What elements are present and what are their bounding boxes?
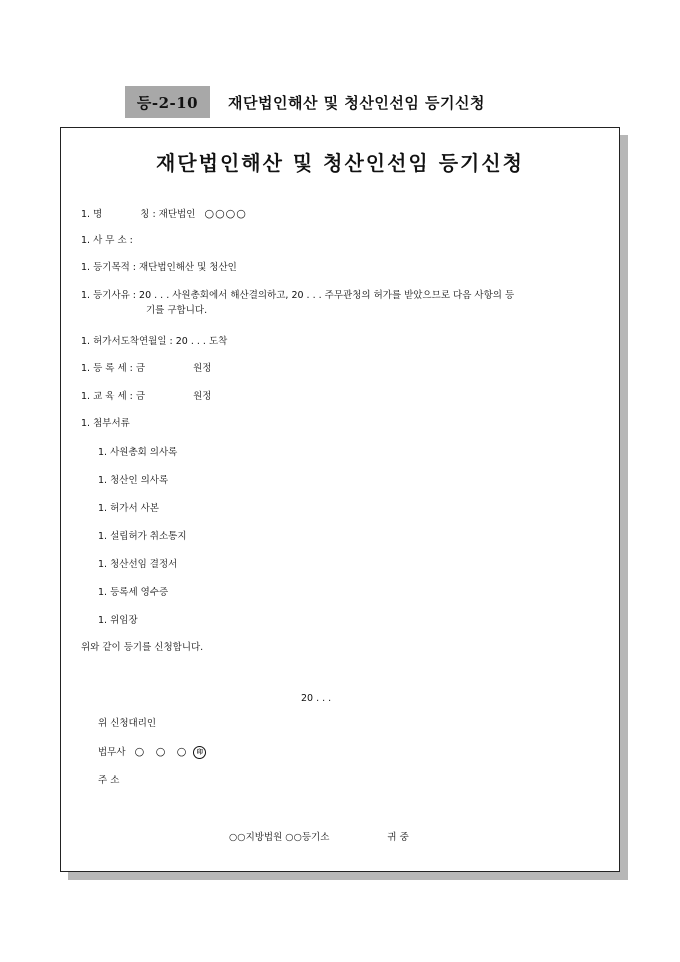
lawyer-label: 법무사 [98, 747, 126, 758]
lawyer-line [98, 745, 206, 759]
application-form [60, 127, 620, 872]
form-code-badge: 등-2-10 [125, 86, 210, 118]
reason-line-1: 1. 등기사유 : 20 . . . 사원총회에서 해산결의하고, 20 . . . 주무관청의 허가를 받았으므로 다음 사항의 등 [81, 290, 515, 301]
attachment-item: 1. 설립허가 취소통지 [98, 531, 187, 542]
applicant-label: 위 신청대리인 [98, 718, 157, 729]
seal-icon: 印 [193, 746, 206, 759]
attachment-item: 1. 사원총회 의사록 [98, 447, 178, 458]
name-line [81, 207, 247, 221]
edu-tax-unit: 원정 [193, 391, 212, 402]
office-line: 1. 사 무 소 : [81, 235, 133, 246]
edu-tax-line [81, 390, 211, 403]
closing-statement: 위와 같이 등기를 신청합니다. [81, 642, 204, 653]
edu-tax-label: 1. 교 육 세 : 금 [81, 391, 146, 402]
heading-row [125, 86, 485, 118]
court-name: ○○지방법원 ○○등기소 [229, 832, 330, 843]
application-date: 20 . . . [301, 693, 332, 704]
reg-tax-label: 1. 등 록 세 : 금 [81, 363, 146, 374]
attachment-item: 1. 청산선임 결정서 [98, 559, 178, 570]
name-prefix: 1. 명 [81, 209, 103, 220]
name-value: ○○○○ [204, 207, 247, 220]
address-label: 주 소 [98, 775, 120, 786]
attachment-item: 1. 허가서 사본 [98, 503, 159, 514]
attachment-item: 1. 위임장 [98, 615, 138, 626]
name-label: 칭 : 재단법인 [140, 209, 196, 220]
permit-date-line: 1. 허가서도착연월일 : 20 . . . 도착 [81, 336, 228, 347]
court-line [229, 831, 409, 844]
reason-line-2: 기를 구합니다. [146, 305, 208, 316]
attachments-label: 1. 첨부서류 [81, 418, 130, 429]
honorific: 귀 중 [387, 832, 409, 843]
purpose-line: 1. 등기목적 : 재단법인해산 및 청산인 [81, 262, 237, 273]
reg-tax-unit: 원정 [193, 363, 212, 374]
lawyer-name: ○ ○ ○ [134, 745, 191, 758]
reg-tax-line [81, 362, 211, 375]
attachment-item: 1. 청산인 의사록 [98, 475, 169, 486]
attachment-item: 1. 등록세 영수증 [98, 587, 169, 598]
heading-title: 재단법인해산 및 청산인선임 등기신청 [228, 93, 486, 112]
form-title: 재단법인해산 및 청산인선임 등기신청 [155, 151, 524, 175]
